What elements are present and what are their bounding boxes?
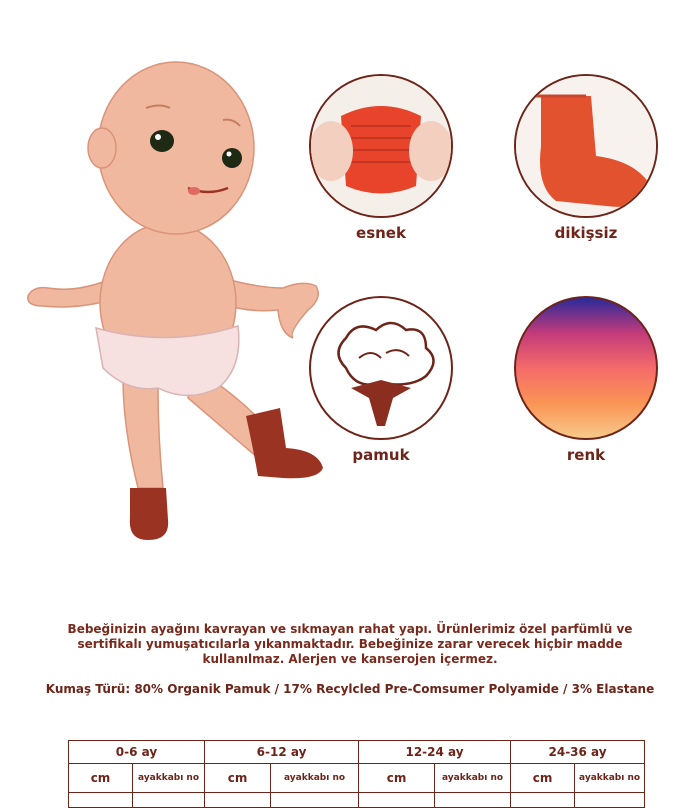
col-shoe-size: ayakkabı no <box>133 764 205 793</box>
baby-illustration <box>18 48 328 548</box>
table-cell <box>575 793 645 808</box>
col-shoe-size: ayakkabı no <box>575 764 645 793</box>
table-cell <box>435 793 511 808</box>
cotton-flower-icon <box>309 296 453 440</box>
seamless-sock-photo <box>514 74 658 218</box>
col-shoe-size: ayakkabı no <box>435 764 511 793</box>
feature-dikissiz <box>511 74 661 242</box>
fabric-info: Kumaş Türü: 80% Organik Pamuk / 17% Recylcled Pre-Comsumer Polyamide / 3% Elastane <box>45 682 655 696</box>
table-cell <box>511 793 575 808</box>
feature-label: renk <box>566 446 606 464</box>
size-group-header: 24-36 ay <box>511 741 645 764</box>
table-cell <box>69 793 133 808</box>
table-cell <box>205 793 271 808</box>
feature-pamuk <box>306 296 456 464</box>
feature-label: pamuk <box>352 446 410 464</box>
stretching-sock-photo <box>309 74 453 218</box>
size-group-header: 6-12 ay <box>205 741 359 764</box>
size-group-header: 0-6 ay <box>69 741 205 764</box>
col-shoe-size: ayakkabı no <box>271 764 359 793</box>
size-table <box>68 740 645 808</box>
table-cell <box>271 793 359 808</box>
col-cm: cm <box>69 764 133 793</box>
col-cm: cm <box>359 764 435 793</box>
table-cell <box>359 793 435 808</box>
feature-label: dikişsiz <box>554 224 618 242</box>
feature-renk <box>511 296 661 464</box>
product-description: Bebeğinizin ayağını kavrayan ve sıkmayan rahat yapı. Ürünlerimiz özel parfümlü ve sertifikalı yumuşatıcılarla yıkanmaktadır. Bebeğinize zarar verecek hiçbir madde kullanılmaz. Alerjen ve kanserojen içermez. <box>67 622 633 666</box>
col-cm: cm <box>205 764 271 793</box>
col-cm: cm <box>511 764 575 793</box>
feature-label: esnek <box>356 224 406 242</box>
size-group-header: 12-24 ay <box>359 741 511 764</box>
feature-esnek <box>306 74 456 242</box>
color-gradient-swatch <box>514 296 658 440</box>
table-cell <box>133 793 205 808</box>
